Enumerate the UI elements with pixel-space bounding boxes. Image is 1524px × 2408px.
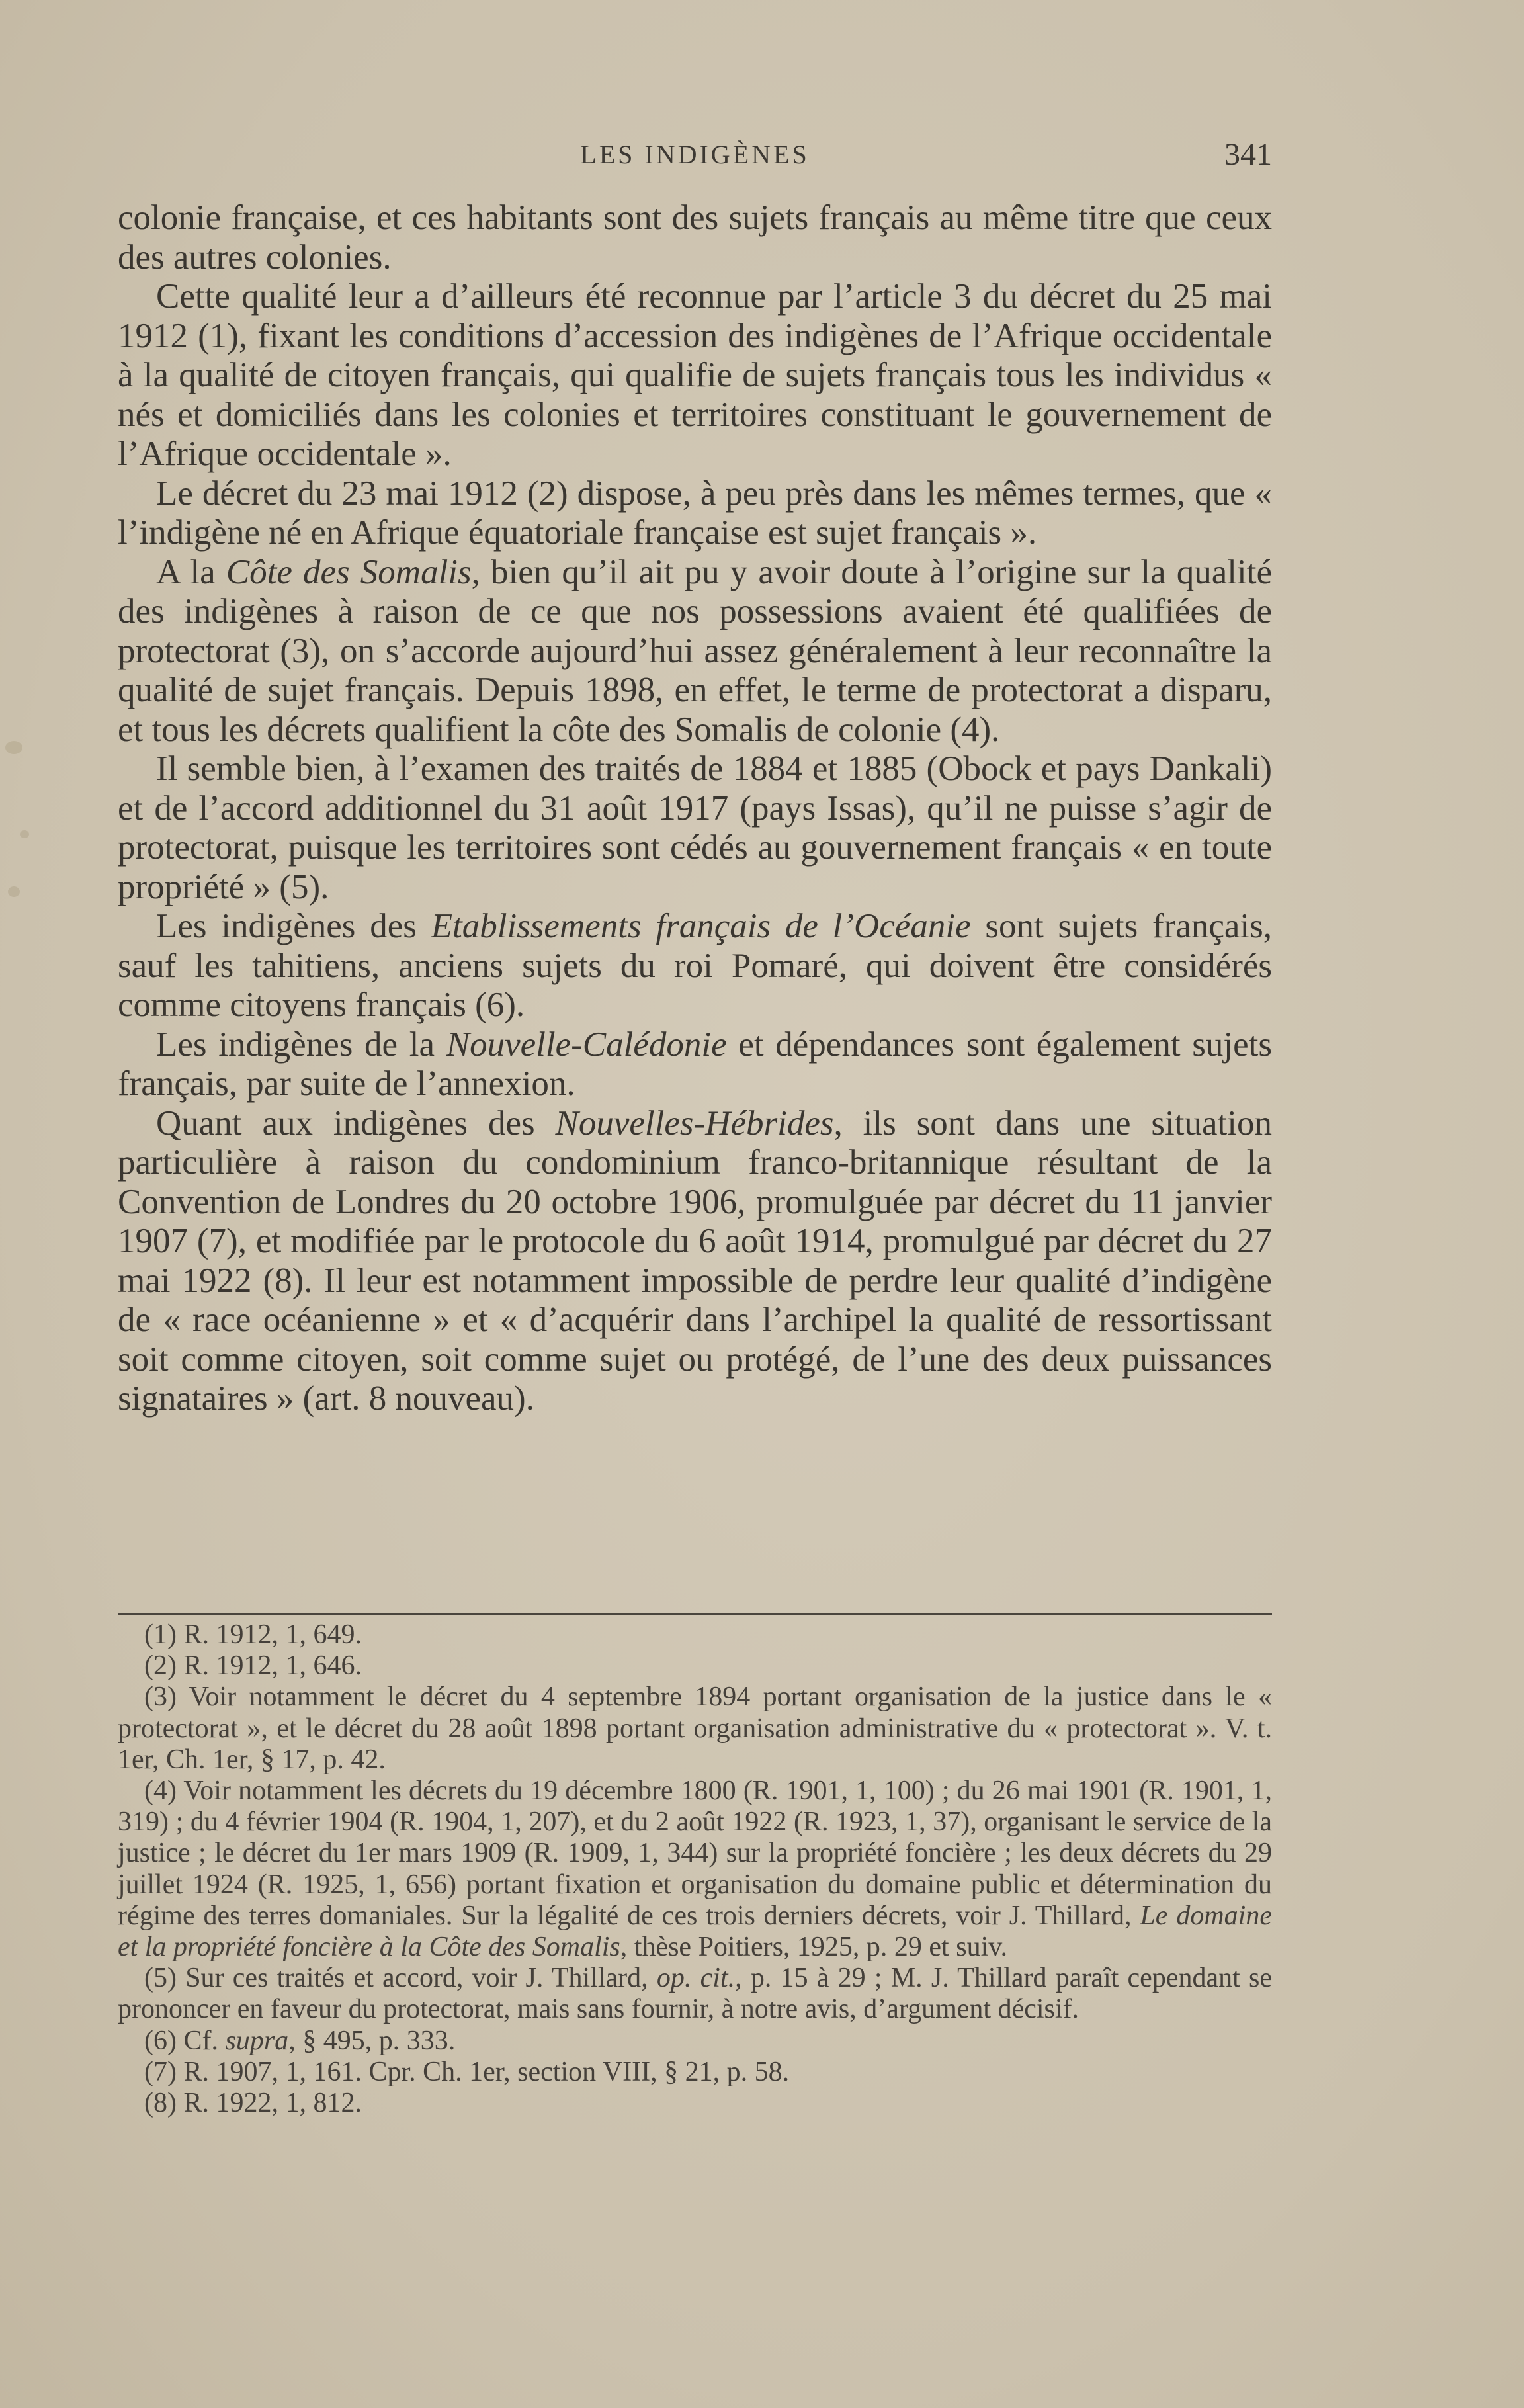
page-header bbox=[118, 132, 1272, 179]
italic-term: supra bbox=[225, 2025, 289, 2056]
paragraph: colonie française, et ces habitants sont des sujets français au même titre que ceux des autres colonies. bbox=[118, 198, 1272, 277]
italic-term: Nouvelle-Calédonie bbox=[446, 1025, 727, 1064]
running-title: LES INDIGÈNES bbox=[580, 140, 810, 169]
text-run: , ils sont dans une situation particulière à raison du condominium franco-britannique résultant de la Convention de Londres du 20 octobre 1906, promulguée par décret du 11 janvier 1907 (7), et modifiée par le protocole du 6 août 1914, promulgué par décret du 27 mai 1922 (8). Il leur est notamment impossible de perdre leur qualité d’indigène de « race océanienne » et « d’acquérir dans l’archipel la qualité de ressortissant soit comme citoyen, soit comme sujet ou protégé, de l’une des deux puissances signataires » (art. 8 nouveau). bbox=[118, 1103, 1272, 1418]
italic-title: Le domaine et la propriété foncière à la Côte des Somalis bbox=[118, 1900, 1272, 1963]
footnote: (7) R. 1907, 1, 161. Cpr. Ch. 1er, section VIII, § 21, p. 58. bbox=[144, 2056, 790, 2087]
italic-term: Etablissements français de l’Océanie bbox=[431, 907, 971, 945]
main-text bbox=[118, 198, 1272, 1419]
text-run: A la bbox=[156, 552, 226, 591]
footnote: (3) Voir notamment le décret du 4 septembre 1894 portant organisation de la justice dans le « protectorat », et le décret du 28 août 1898 portant organisation administrative du « protectorat ». V. t. 1er, Ch. 1er, § 17, p. 42. bbox=[118, 1682, 1272, 1775]
footnote: (1) R. 1912, 1, 649. bbox=[144, 1619, 362, 1650]
text-run: (5) Sur ces traités et accord, voir J. Thillard, bbox=[144, 1963, 657, 1994]
text-run: Les indigènes des bbox=[156, 907, 431, 945]
footnote: (8) R. 1922, 1, 812. bbox=[144, 2088, 362, 2119]
paragraph: Le décret du 23 mai 1912 (2) dispose, à peu près dans les mêmes termes, que « l’indigène né en Afrique équatoriale française est sujet français ». bbox=[118, 474, 1272, 552]
paragraph: Cette qualité leur a d’ailleurs été reconnue par l’article 3 du décret du 25 mai 1912 (1), fixant les conditions d’accession des indigènes de l’Afrique occidentale à la qualité de citoyen français, qui qualifie de sujets français tous les individus « nés et domiciliés dans les colonies et territoires constituant le gouvernement de l’Afrique occidentale ». bbox=[118, 277, 1272, 473]
paper-stain bbox=[5, 741, 22, 754]
paper-stain bbox=[20, 830, 29, 838]
text-run: Quant aux indigènes des bbox=[156, 1103, 556, 1142]
text-run: , thèse Poitiers, 1925, p. 29 et suiv. bbox=[620, 1932, 1008, 1963]
footnote bbox=[118, 1963, 1272, 2025]
text-run: Les indigènes de la bbox=[156, 1025, 446, 1064]
paragraph bbox=[118, 1104, 1272, 1419]
paragraph bbox=[118, 553, 1272, 750]
paragraph: Il semble bien, à l’examen des traités de 1884 et 1885 (Obock et pays Dankali) et de l’accord additionnel du 31 août 1917 (pays Issas), qu’il ne puisse s’agir de protectorat, puisque les territoires sont cédés au gouvernement français « en toute propriété » (5). bbox=[118, 750, 1272, 906]
italic-term: Côte des Somalis bbox=[226, 552, 472, 591]
italic-term: Nouvelles-Hébrides bbox=[555, 1103, 834, 1142]
paragraph bbox=[118, 907, 1272, 1025]
text-run: (6) Cf. bbox=[144, 2025, 226, 2056]
text-run: , p. 15 à 29 ; M. J. Thillard paraît cependant se prononcer en faveur du protectorat, mais sans fournir, à notre avis, d’argument décisif. bbox=[118, 1963, 1272, 2025]
footnote bbox=[118, 1776, 1272, 1963]
text-run: , § 495, p. 333. bbox=[288, 2025, 456, 2056]
text-run: , bien qu’il ait pu y avoir doute à l’origine sur la qualité des indigènes à raison de ce que nos possessions avaient été qualifiées de protectorat (3), on s’accorde aujourd’hui assez généralement à leur reconnaître la qualité de sujet français. Depuis 1898, en effet, le terme de protectorat a disparu, et tous les décrets qualifient la côte des Somalis de colonie (4). bbox=[118, 552, 1272, 749]
paper-stain bbox=[8, 886, 20, 897]
italic-term: op. cit. bbox=[656, 1963, 736, 1994]
text-run: (4) Voir notamment les décrets du 19 décembre 1800 (R. 1901, 1, 100) ; du 26 mai 1901 (R. 1901, 1, 319) ; du 4 février 1904 (R. 1904, 1, 207), et du 2 août 1922 (R. 1923, 1, 37), organisant le service de la justice ; le décret du 1er mars 1909 (R. 1909, 1, 344) sur la propriété foncière ; les deux décrets du 29 juillet 1924 (R. 1925, 1, 656) portant fixation et organisation du domaine public et détermination du régime des terres domaniales. Sur la légalité de ces trois derniers décrets, voir J. Thillard, bbox=[118, 1776, 1272, 1931]
footnote bbox=[118, 2026, 1272, 2057]
paragraph bbox=[118, 1025, 1272, 1104]
text-run: et dépendances sont également sujets français, par suite de l’annexion. bbox=[118, 1025, 1272, 1103]
text-run: sont sujets français, sauf les tahitiens, anciens sujets du roi Pomaré, qui doivent être considérés comme citoyens français (6). bbox=[118, 907, 1273, 1024]
footnote: (2) R. 1912, 1, 646. bbox=[144, 1651, 362, 1682]
page-number: 341 bbox=[1224, 137, 1272, 172]
footnote-rule bbox=[118, 1613, 1272, 1615]
footnotes bbox=[118, 1619, 1272, 2119]
